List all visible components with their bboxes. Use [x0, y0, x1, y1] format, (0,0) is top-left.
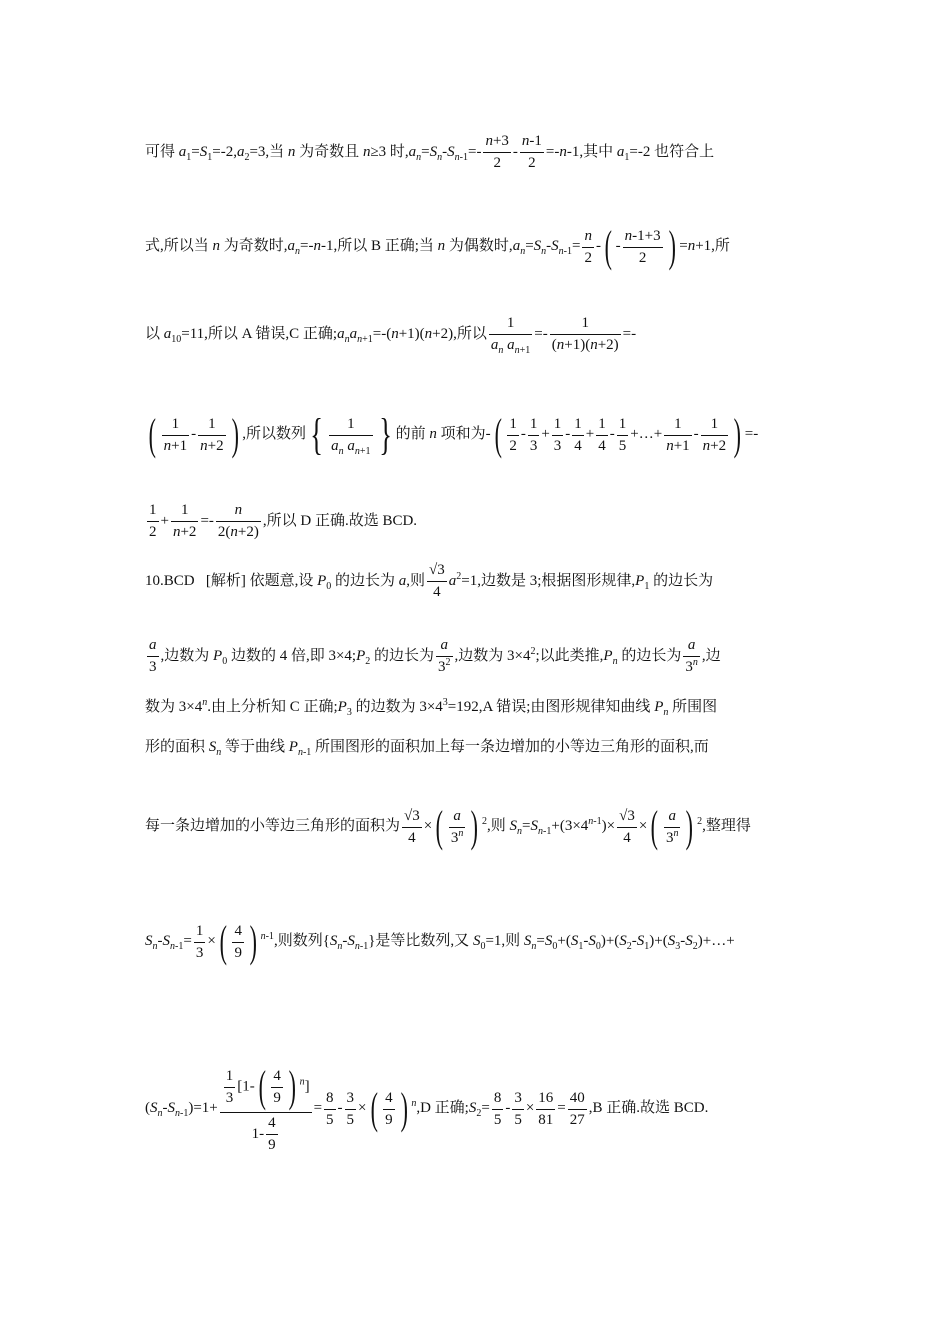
text-line-8 [145, 697, 718, 718]
line-9-text: 形的面积 $S_n$ 等于曲线 $P_{n-1}$ 所围图形的面积加上每一条边增加的小等边三角形的面积,而 [145, 739, 709, 758]
text-line-5 [145, 503, 417, 540]
text-line-2 [145, 222, 730, 271]
line-5-text: $\frac{1}{2}$ + $\frac{1}{n+2}$ =- $\frac{n}{2(n+2)}$ ,所以 D 正确.故选 BCD. [149, 502, 418, 540]
text-line-4 [145, 410, 759, 459]
line-2-text: 式,所以当 n 为奇数时$,a_n=-n-1$,所以 B 正确;当 n 为偶数时$,a_n=S_n-S_{n-1}=$ $\frac{n}{2}$ -( - $\frac{n-1+3}{2}$ ) =n+1,所 [145, 222, 730, 271]
line-4-text: ( $\frac{1}{n+1}$ - $\frac{1}{n+2}$ ) ,所以数列{ $\frac{1}{a_n a_{n+1}}$ } 的前 n 项和为-( $\frac{1}{2}$ - $\frac{1}{3}$ + $\frac{1}{3}$ - $\frac{1}{4}$ + $\frac{1}{4}$ - $\frac{1}{5}$ +…+ $\frac{1}{n+1}$ - $\frac{1}{n+2}$ ) =- [148, 410, 759, 459]
line-11-text: $S_n-S_{n-1}=$ $\frac{1}{3}$ ×( $\frac{4}{9}$ ) $^{n-1}$,则数列$\{S_n-S_{n-1}\}$是等比数列,又 $S_0=1$,则 $S_n=S_0+(S_1-S_0)+(S_2-S_1)+(S_3-S_2)+\dots+$ [145, 917, 735, 966]
text-line-3 [145, 315, 637, 356]
text-line-12 [145, 1062, 709, 1153]
text-line-9 [145, 739, 709, 758]
text-line-10 [145, 802, 751, 851]
line-1-text: 可得 $a_1=S_1=-2,a_2=3$,当 n 为奇数且 n≥3 时$,a_n=S_n-S_{n-1}=-$ $\frac{n+3}{2}$ - $\frac{n-1}{2}$ =-n-1,其中 $a_1=-2$ 也符合上 [145, 133, 715, 171]
text-line-6 [145, 563, 713, 600]
line-7-text: $\frac{a}{3}$ ,边数为 $P_0$ 边数的 4 倍,即 $3\times 4;P_2$ 的边长为 $\frac{a}{3^2}$ ,边数为 $3\times 4^2$;以此类推$,P_n$ 的边长为 $\frac{a}{3^n}$ ,边 [149, 637, 721, 675]
line-12-text: $(S_n-S_{n-1})=1+$ $\frac{1}{3}$ [1-( $\frac{4}{9}$ ) $^n$] 1- $\frac{4}{9}$ = $\frac{8}{5}$ - $\frac{3}{5}$ ×( $\frac{4}{9}$ ) $^n$,D 正确$;S_2=$ $\frac{8}{5}$ - $\frac{3}{5}$ × $\frac{16}{81}$ = $\frac{40}{27}$ ,B 正确.故选 BCD. [145, 1062, 709, 1153]
text-line-11 [145, 917, 735, 966]
line-6-text: 10.BCD [解析] 依题意,设 $P_0$ 的边长为 a,则 $\frac{√3}{4}$ $a^2=1$,边数是 3;根据图形规律$,P_1$ 的边长为 [145, 562, 714, 600]
line-10-text: 每一条边增加的小等边三角形的面积为 $\frac{√3}{4}$ ×( $\frac{a}{3^n}$ ) $^2$,则 $S_n=S_{n-1}+(3\times 4^{n-1})\times$ $\frac{√3}{4}$ ×( $\frac{a}{3^n}$ ) $^2$,整理得 [145, 802, 751, 851]
line-3-text: 以 $a_{10}=11$,所以 A 错误,C 正确$;a_na_{n+1}=-(n+1)(n+2)$,所以 $\frac{1}{a_n a_{n+1}}$ =- $\frac{1}{(n+1)(n+2)}$ =- [145, 315, 637, 356]
text-line-7 [145, 638, 721, 675]
line-8-text: 数为 $3\times 4^n$.由上分析知 C 正确$;P_3$ 的边数为 $3\times 4^3=192,A$ 错误;由图形规律知曲线 $P_n$ 所围图 [145, 697, 718, 718]
text-line-1 [145, 134, 714, 171]
